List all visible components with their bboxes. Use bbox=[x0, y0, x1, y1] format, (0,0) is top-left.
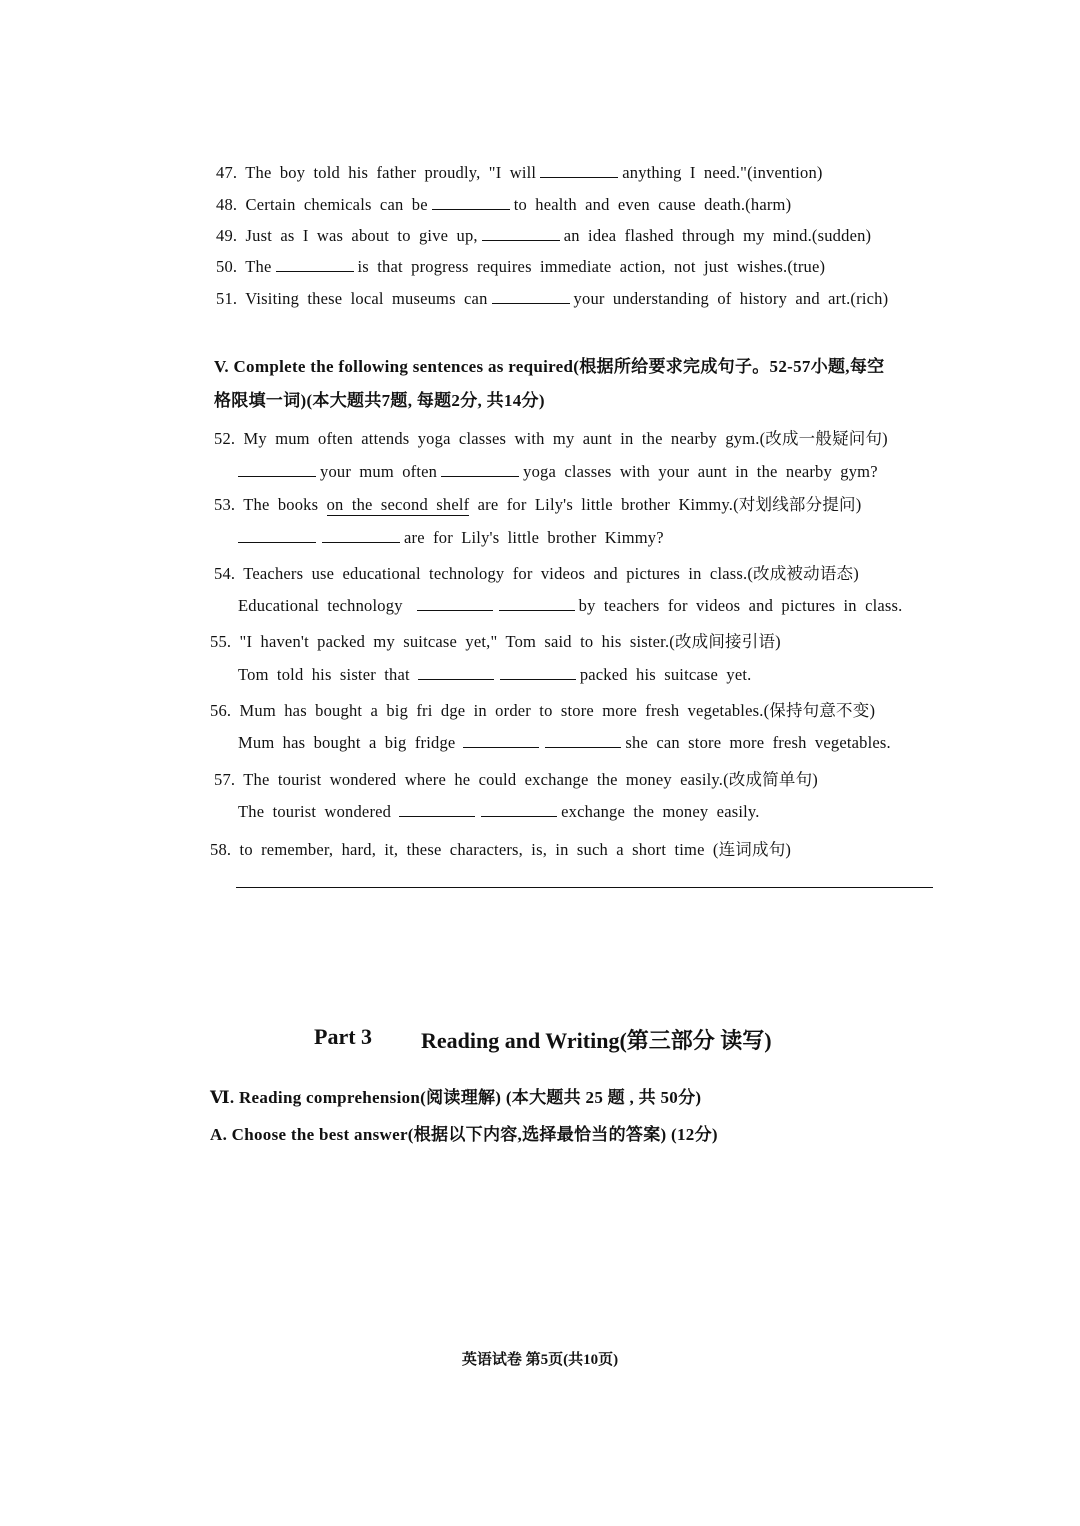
answer-blank[interactable] bbox=[481, 802, 557, 817]
answer-blank[interactable] bbox=[418, 665, 494, 680]
section-vi-heading: Ⅵ. Reading comprehension(阅读理解) (本大题共 25 题 , 共 50分) bbox=[210, 1088, 702, 1107]
answer-57: The tourist wondered exchange the money easily. bbox=[238, 802, 760, 821]
question-56: 56. Mum has bought a big fri dge in order to store more fresh vegetables.(保持句意不变) bbox=[210, 701, 876, 720]
answer-blank[interactable] bbox=[463, 733, 539, 748]
question-55: 55. "I haven't packed my suitcase yet," Tom said to his sister.(改成间接引语) bbox=[210, 632, 781, 651]
section-a-heading: A. Choose the best answer(根据以下内容,选择最恰当的答案) (12分) bbox=[210, 1125, 718, 1144]
answer-line-58[interactable] bbox=[236, 887, 933, 888]
answer-blank[interactable] bbox=[441, 462, 519, 477]
answer-blank[interactable] bbox=[322, 528, 400, 543]
answer-blank[interactable] bbox=[482, 226, 560, 241]
part-3-title: Reading and Writing(第三部分 读写) bbox=[421, 1028, 772, 1053]
question-49: 49. Just as I was about to give up, an idea flashed through my mind.(sudden) bbox=[216, 226, 872, 245]
underlined-phrase: on the second shelf bbox=[326, 495, 470, 514]
answer-blank[interactable] bbox=[276, 257, 354, 272]
answer-blank[interactable] bbox=[238, 462, 316, 477]
answer-56: Mum has bought a big fridge she can store more fresh vegetables. bbox=[238, 733, 891, 752]
question-51: 51. Visiting these local museums can your understanding of history and art.(rich) bbox=[216, 289, 889, 308]
answer-blank[interactable] bbox=[540, 163, 618, 178]
answer-blank[interactable] bbox=[432, 195, 510, 210]
answer-blank[interactable] bbox=[238, 528, 316, 543]
answer-blank[interactable] bbox=[545, 733, 621, 748]
answer-blank[interactable] bbox=[492, 289, 570, 304]
answer-blank[interactable] bbox=[399, 802, 475, 817]
answer-54: Educational technology by teachers for videos and pictures in class. bbox=[238, 596, 903, 615]
answer-52: your mum often yoga classes with your aunt in the nearby gym? bbox=[238, 462, 878, 482]
question-47: 47. The boy told his father proudly, "I will anything I need."(invention) bbox=[216, 163, 823, 182]
question-53: 53. The books on the second shelf are for Lily's little brother Kimmy.(对划线部分提问) bbox=[214, 495, 862, 514]
question-54: 54. Teachers use educational technology for videos and pictures in class.(改成被动语态) bbox=[214, 564, 859, 583]
answer-blank[interactable] bbox=[499, 596, 575, 611]
question-48: 48. Certain chemicals can be to health and even cause death.(harm) bbox=[216, 195, 792, 214]
question-58: 58. to remember, hard, it, these characters, is, in such a short time (连词成句) bbox=[210, 840, 792, 859]
page-footer: 英语试卷 第5页(共10页) bbox=[461, 1352, 619, 1368]
answer-55: Tom told his sister that packed his suitcase yet. bbox=[238, 665, 752, 684]
section-v-heading-line2: 格限填一词)(本大题共7题, 每题2分, 共14分) bbox=[214, 391, 545, 410]
answer-blank[interactable] bbox=[417, 596, 493, 611]
section-v-heading-line1: V. Complete the following sentences as required(根据所给要求完成句子。52-57小题,每空 bbox=[214, 357, 885, 376]
answer-53: are for Lily's little brother Kimmy? bbox=[238, 528, 664, 548]
question-52: 52. My mum often attends yoga classes with my aunt in the nearby gym.(改成一般疑问句) bbox=[214, 429, 888, 448]
question-57: 57. The tourist wondered where he could exchange the money easily.(改成简单句) bbox=[214, 770, 818, 789]
question-50: 50. The is that progress requires immediate action, not just wishes.(true) bbox=[216, 257, 826, 276]
answer-blank[interactable] bbox=[500, 665, 576, 680]
part-3-label: Part 3 bbox=[314, 1024, 373, 1049]
